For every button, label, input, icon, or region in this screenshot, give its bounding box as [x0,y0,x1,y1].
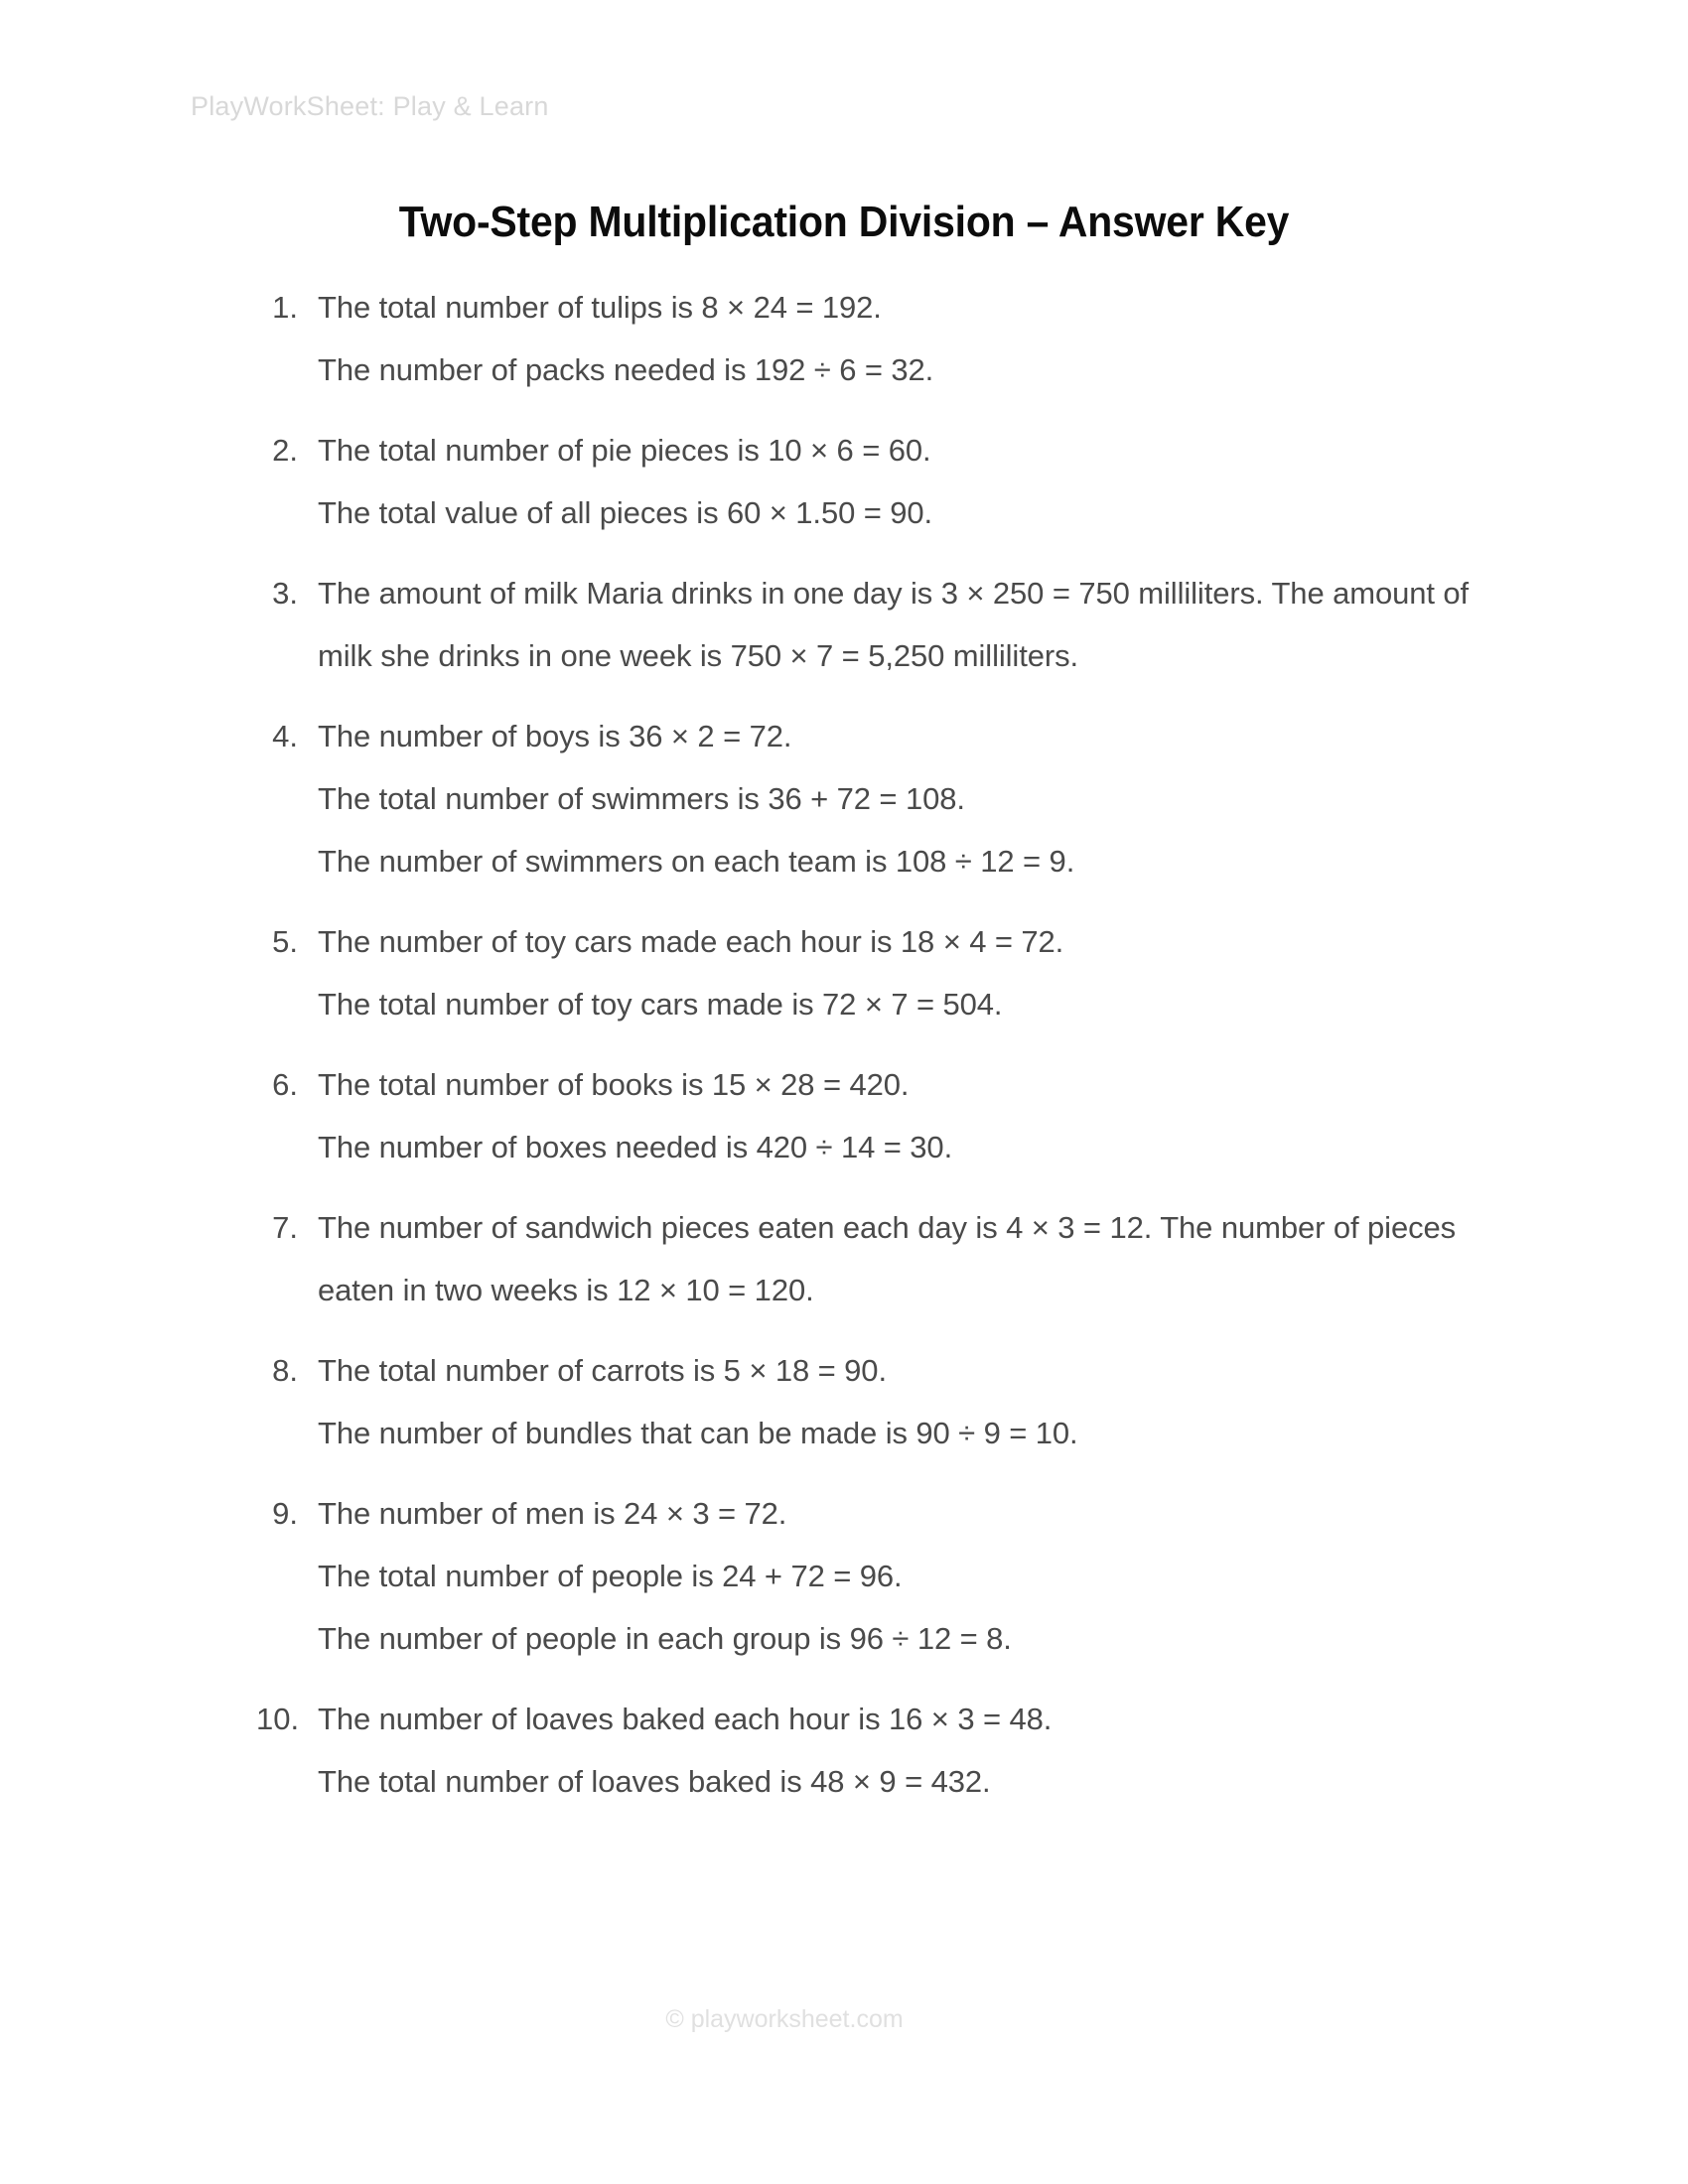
answer-number: 9. [272,1496,298,1531]
answer-number: 3. [272,576,298,611]
answer-body [318,1339,1477,1464]
answer-item [256,1339,1477,1464]
answer-item [256,705,1477,892]
answer-number: 6. [272,1067,298,1102]
answer-body [318,562,1477,687]
answer-line: The number of boys is 36 × 2 = 72. [318,719,792,753]
answer-body [318,705,1477,892]
answer-body [318,1482,1477,1670]
answer-number: 8. [272,1353,298,1388]
answer-line: The number of people in each group is 96 ÷ 12 = 8. [318,1621,1012,1656]
answer-line: The number of sandwich pieces eaten each day is 4 × 3 = 12. The number of pieces eaten in two weeks is 12 × 10 = 120. [318,1210,1457,1307]
answer-item [256,1053,1477,1178]
answer-line: The total number of people is 24 + 72 = 96. [318,1559,903,1593]
answer-line: The number of packs needed is 192 ÷ 6 = 32. [318,352,934,387]
answer-number: 1. [272,290,298,325]
answer-line: The number of bundles that can be made is 90 ÷ 9 = 10. [318,1416,1078,1450]
answer-body [318,1196,1477,1321]
answer-key-list [256,276,1477,1831]
answer-line: The number of men is 24 × 3 = 72. [318,1496,787,1531]
answer-body [318,419,1477,544]
answer-body [318,1688,1477,1813]
answer-number: 2. [272,433,298,468]
answer-line: The total number of loaves baked is 48 × 9 = 432. [318,1764,991,1799]
answer-line: The number of toy cars made each hour is 18 × 4 = 72. [318,924,1064,959]
brand-watermark: PlayWorkSheet: Play & Learn [191,91,549,121]
answer-line: The number of loaves baked each hour is 16 × 3 = 48. [318,1702,1053,1736]
page-title: Two-Step Multiplication Division – Answer Key [398,198,1290,247]
answer-item [256,910,1477,1035]
answer-number: 7. [272,1210,298,1245]
answer-item [256,419,1477,544]
answer-line: The total number of pie pieces is 10 × 6 = 60. [318,433,931,468]
answer-line: The total value of all pieces is 60 × 1.50 = 90. [318,495,933,530]
answer-item [256,276,1477,401]
answer-number: 5. [272,924,298,959]
answer-line: The total number of books is 15 × 28 = 420. [318,1067,910,1102]
footer-credit: © playworksheet.com [665,2005,904,2033]
answer-item [256,1196,1477,1321]
answer-number: 4. [272,719,298,753]
answer-body [318,276,1477,401]
answer-item [256,562,1477,687]
answer-line: The number of boxes needed is 420 ÷ 14 = 30. [318,1130,953,1164]
answer-line: The total number of tulips is 8 × 24 = 192. [318,290,882,325]
answer-line: The number of swimmers on each team is 108 ÷ 12 = 9. [318,844,1075,879]
answer-line: The total number of carrots is 5 × 18 = 90. [318,1353,887,1388]
answer-number: 10. [256,1702,300,1736]
answer-line: The total number of toy cars made is 72 × 7 = 504. [318,987,1003,1022]
answer-item [256,1688,1477,1813]
answer-item [256,1482,1477,1670]
answer-line: The total number of swimmers is 36 + 72 = 108. [318,781,965,816]
answer-body [318,910,1477,1035]
answer-line: The amount of milk Maria drinks in one day is 3 × 250 = 750 milliliters. The amount of milk she drinks in one week is 750 × 7 = 5,250 milliliters. [318,576,1470,673]
answer-body [318,1053,1477,1178]
